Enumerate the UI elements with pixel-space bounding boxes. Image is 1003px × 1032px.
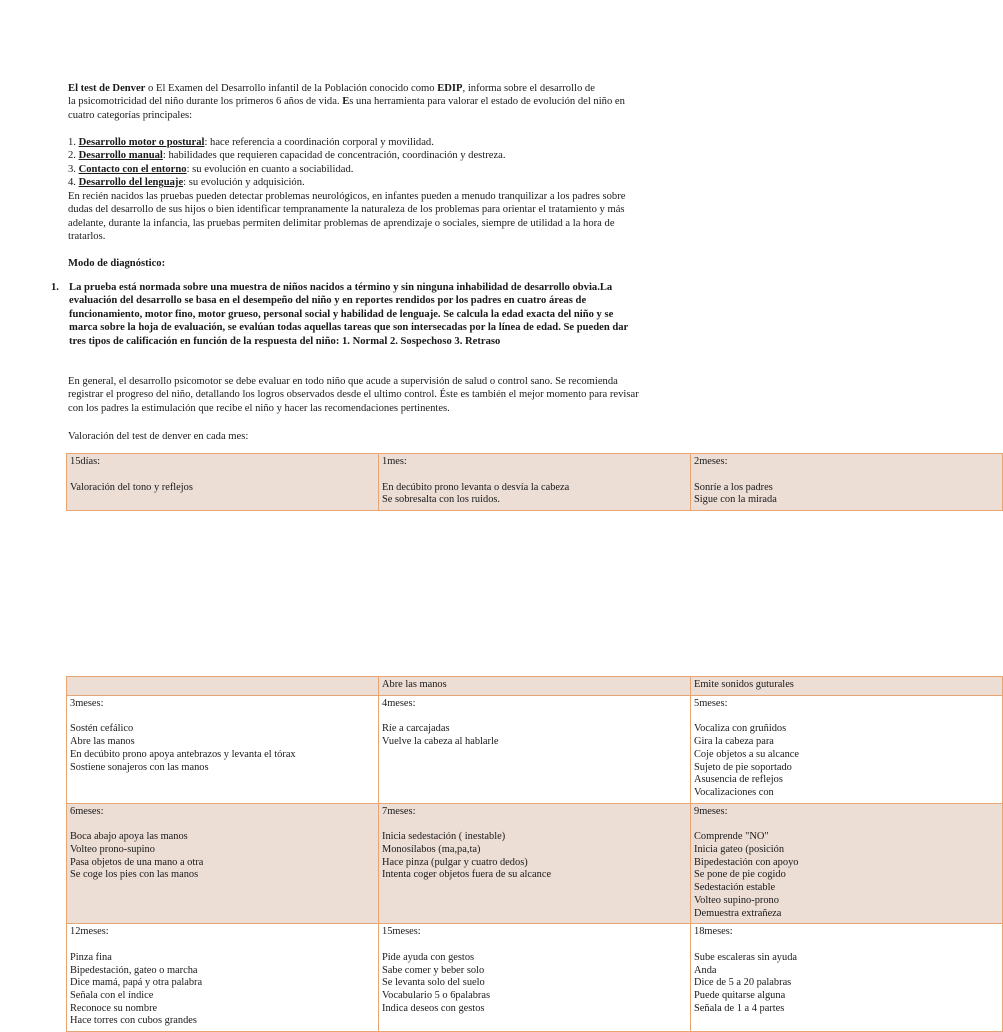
intro-paragraph [68,82,688,122]
cell-item: Pide ayuda con gestos [382,951,475,963]
cell-item: Sabe comer y beber solo [382,964,485,976]
cell-age-label: 6meses: [70,805,104,817]
cell-item: Volteo supino-prono [694,894,779,906]
table-cell [67,803,379,924]
category-item [68,176,688,189]
cell-item: Monosílabos (ma,pa,ta) [382,844,481,856]
table-cell [67,677,379,696]
cell-item: Coje objetos a su alcance [694,748,800,760]
intro-line-3: cuatro categorías principales: [68,109,193,121]
category-desc: : su evolución y adquisición. [183,177,305,189]
table-row [67,803,1003,924]
cell-item: Anda [694,964,717,976]
cell-item: Volteo prono-supino [70,844,155,856]
paragraph-line: con los padres la estimulación que recibe el niño y hacer las recomendaciones pertinentes. [68,402,450,414]
table-cell [691,695,1003,803]
cell-item: Ríe a carcajadas [382,723,450,735]
cell-item: Se sobresalta con los ruidos. [382,494,501,506]
cell-item: Se pone de pie cogido [694,869,786,881]
cell-item: Sujeto de pie soportado [694,761,792,773]
category-desc: : su evolución en cuanto a sociabilidad. [186,163,354,175]
cell-item: Se coge los pies con las manos [70,869,199,881]
table-cell [691,924,1003,1032]
intro-text: o El Examen del Desarrollo infantil de la Población conocido como [145,83,438,94]
cell-item: Se levanta solo del suelo [382,977,485,989]
cell-item: Inicia gateo (posición [694,844,785,856]
table-cell [379,924,691,1032]
cell-item: Abre las manos [382,679,447,690]
diagnosis-line: tres tipos de calificación en función de la respuesta del niño: 1. Normal 2. Sospechoso 3. Retraso [69,335,501,347]
cell-item: Vocalizaciones con [694,786,774,798]
cell-age-label: 15días: [70,456,101,467]
intro-text: , informa sobre el desarrollo de [462,83,595,94]
cell-age-label: 12meses: [70,926,109,938]
newborn-paragraph [68,190,688,244]
cell-item: Puede quitarse alguna [694,990,786,1002]
table-row [67,454,1003,511]
table-cell [67,695,379,803]
cell-item: Boca abajo apoya las manos [70,831,188,843]
cell-item: Dice de 5 a 20 palabras [694,977,792,989]
category-number: 2. [68,150,79,162]
diagnosis-item-number: 1. [51,282,59,293]
intro-text: la psicomotricidad del niño durante los primeros 6 años de vida. [68,96,343,108]
category-desc: : habilidades que requieren capacidad de concentración, coordinación y destreza. [162,150,506,162]
table-cell [379,803,691,924]
cell-item: Gira la cabeza para [694,736,774,748]
category-item [68,136,688,149]
cell-item: Sostiene sonajeros con las manos [70,761,209,773]
cell-age-label: 9meses: [694,805,728,817]
development-table-1 [66,453,1003,511]
table-cell [691,677,1003,696]
cell-item: Demuestra extrañeza [694,907,782,919]
cell-age-label: 2meses: [694,456,728,467]
category-title: Desarrollo del lenguaje [78,177,184,189]
table-cell [691,454,1003,511]
diagnosis-line: La prueba está normada sobre una muestra de niños nacidos a término y sin ninguna inhabilidad de desarrollo obvia.La [69,282,613,293]
diagnosis-line: marca sobre la hoja de evaluación, se evalúan todas aquellas tareas que son intersecadas por la línea de edad. Se pueden dar [69,322,629,334]
category-number: 3. [68,163,79,175]
table-cell [67,924,379,1032]
cell-item: Comprende "NO" [694,831,769,843]
table-cell [379,677,691,696]
paragraph-line: registrar el progreso del niño, detallando los logros observados desde el ultimo control. Éste es también el mejor momento para revisar [68,389,639,401]
diagnosis-line: evaluación del desarrollo se basa en el desempeño del niño y en reportes rendidos por los padres en cuatro áreas de [69,295,587,307]
table-continuation-row [67,677,1003,696]
cell-age-label: 4meses: [382,697,416,709]
cell-age-label: 7meses: [382,805,416,817]
cell-item: Sostén cefálico [70,723,134,735]
denver-test-term: El test de Denver [68,83,146,94]
cell-item: Señala de 1 a 4 partes [694,1002,785,1014]
cell-item: Emite sonidos guturales [694,679,794,690]
cell-item: Pasa objetos de una mano a otra [70,856,204,868]
table-row [67,924,1003,1032]
intro-line-2 [68,95,688,108]
cell-item: En decúbito prono levanta o desvía la cabeza [382,481,570,493]
category-title: Contacto con el entorno [78,163,187,175]
development-table-2 [66,676,1003,1032]
category-item [68,149,688,162]
intro-bold-letter: E [342,96,350,108]
cell-item: Dice mamá, papá y otra palabra [70,977,203,989]
cell-age-label: 3meses: [70,697,104,709]
table-cell [691,803,1003,924]
valoracion-heading [68,430,688,443]
valoracion-heading-text: Valoración del test de denver en cada mes: [68,431,249,442]
cell-item: Sonríe a los padres [694,481,773,493]
cell-item: Vuelve la cabeza al hablarle [382,736,499,748]
paragraph-line: En recién nacidos las pruebas pueden detectar problemas neurológicos, en infantes pueden a menudo tranquilizar a los padres sobre [68,191,626,202]
intro-line-1 [68,82,688,95]
cell-item: Hace pinza (pulgar y cuatro dedos) [382,856,528,868]
paragraph-line: tratarlos. [68,231,106,243]
category-title: Desarrollo manual [78,150,163,162]
general-paragraph [68,375,708,415]
cell-age-label: 5meses: [694,697,728,709]
category-number: 4. [68,177,79,189]
diagnosis-line: funcionamiento, motor fino, motor grueso, personal social y habilidad de lenguaje. Se calcula la edad exacta del niño y se [69,308,614,320]
cell-age-label: 18meses: [694,926,733,938]
diagnosis-heading-text: Modo de diagnóstico: [68,258,166,269]
category-number: 1. [68,137,79,148]
category-title: Desarrollo motor o postural [78,137,205,148]
table-cell [379,454,691,511]
diagnosis-item [51,281,699,348]
cell-item: Señala con el índice [70,990,154,1002]
cell-item: Abre las manos [70,736,135,748]
cell-item: Bipedestación, gateo o marcha [70,964,198,976]
cell-item: Hace torres con cubos grandes [70,1015,197,1027]
table-row [67,695,1003,803]
cell-age-label: 1mes: [382,456,407,467]
cell-age-label: 15meses: [382,926,421,938]
paragraph-line: En general, el desarrollo psicomotor se debe evaluar en todo niño que acude a supervisión de salud o control sano. Se recomienda [68,376,618,387]
cell-item: Vocaliza con gruñidos [694,723,787,735]
table-cell [67,454,379,511]
diagnosis-heading [68,257,688,270]
cell-item: Valoración del tono y reflejos [70,481,193,493]
categories-list [68,136,688,190]
table-cell [379,695,691,803]
category-desc: : hace referencia a coordinación corporal y movilidad. [204,137,434,148]
edip-term: EDIP [437,83,463,94]
cell-item: Inicia sedestación ( inestable) [382,831,506,843]
cell-item: Bipedestación con apoyo [694,856,799,868]
cell-item: Sedestación estable [694,882,776,894]
cell-item: Pinza fina [70,951,112,963]
cell-item: Sube escaleras sin ayuda [694,951,798,963]
cell-item: Vocabulario 5 o 6palabras [382,990,491,1002]
paragraph-line: dudas del desarrollo de sus hijos o bien identificar tempranamente la naturaleza de los problemas para orientar el tratamiento y más [68,204,625,216]
cell-item: Reconoce su nombre [70,1002,158,1014]
intro-text: s una herramienta para valorar el estado de evolución del niño en [349,96,625,108]
cell-item: Intenta coger objetos fuera de su alcance [382,869,552,881]
cell-item: Indica deseos con gestos [382,1002,485,1014]
category-item [68,163,688,176]
cell-item: En decúbito prono apoya antebrazos y levanta el tórax [70,748,296,760]
cell-item: Sigue con la mirada [694,494,777,506]
paragraph-line: adelante, durante la infancia, las pruebas permiten delimitar problemas de aprendizaje o sociales, siempre de utilidad a la hora de [68,217,615,229]
cell-item: Asusencia de reflejos [694,774,783,786]
